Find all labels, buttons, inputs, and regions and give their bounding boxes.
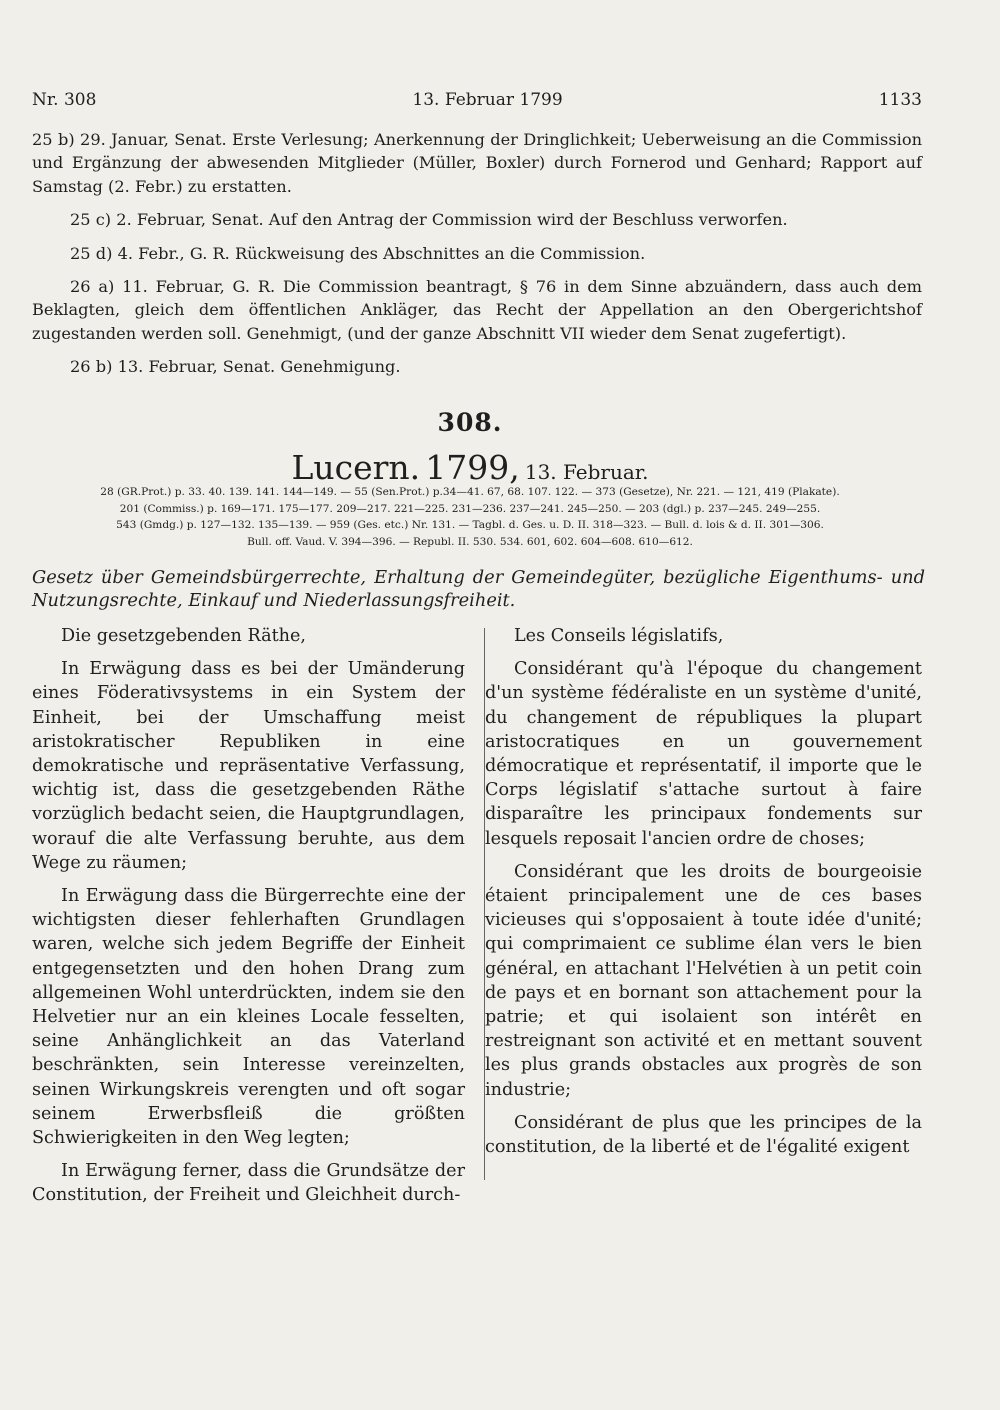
document-place-date xyxy=(0,448,940,487)
source-line: 543 (Gmdg.) p. 127—132. 135—139. — 959 (Ges. etc.) Nr. 131. — Tagbl. d. Ges. u. D. II. 318—323. — Bull. d. lois & d. II. 301—306. xyxy=(116,519,824,531)
document-year: 1799, xyxy=(425,448,520,487)
legislative-history xyxy=(32,128,922,389)
document-number-header: Nr. 308 xyxy=(32,90,97,110)
history-entry: 25 d) 4. Febr., G. R. Rückweisung des Abschnittes an die Commission. xyxy=(70,243,646,263)
french-column xyxy=(485,624,922,1168)
history-entry: 26 a) 11. Februar, G. R. Die Commission beantragt, § 76 in dem Sinne abzuändern, dass auch dem Beklagten, gleich dem öffentlichen Ankläger, das Recht der Appellation an den Obergerichtshof zugestanden werden soll. Genehmigt, (und der ganze Abschnitt VII wieder dem Senat zugefertigt). xyxy=(32,277,922,343)
source-line: 28 (GR.Prot.) p. 33. 40. 139. 141. 144—149. — 55 (Sen.Prot.) p.34—41. 67, 68. 107. 122. — 373 (Gesetze), Nr. 221. — 121, 419 (Plakate). xyxy=(100,486,840,498)
law-title: Gesetz über Gemeindsbürgerrechte, Erhaltung der Gemeindegüter, bezügliche Eigenthums- und Nutzungsrechte, Einkauf und Niederlassungsfreiheit. xyxy=(32,567,925,611)
running-header xyxy=(32,90,922,110)
german-column xyxy=(32,624,465,1217)
page-number: 1133 xyxy=(878,90,922,110)
german-paragraph: In Erwägung ferner, dass die Grundsätze der Constitution, der Freiheit und Gleichheit durch- xyxy=(32,1161,465,1206)
document-heading-number: 308. xyxy=(437,408,503,437)
history-entry: 26 b) 13. Februar, Senat. Genehmigung. xyxy=(70,357,401,377)
document-date: 13. Februar. xyxy=(524,460,649,484)
french-paragraph: Considérant de plus que les principes de la constitution, de la liberté et de l'égalité exigent xyxy=(485,1112,922,1158)
header-date: 13. Februar 1799 xyxy=(412,90,563,110)
french-paragraph: Considérant qu'à l'époque du changement d'un système fédéraliste en un système d'unité, du changement de républiques la plupart aristocratiques en un gouvernement démocratique et représentatif, il importe que le Corps législatif s'attache surtout à faire disparaître les principaux fondements sur lesquels reposait l'ancien ordre de choses; xyxy=(485,659,922,849)
german-paragraph: In Erwägung dass die Bürgerrechte eine der wichtigsten dieser fehlerhaften Grundlagen waren, welche sich jedem Begriffe der Einheit entgegensetzten und den hohen Drang zum allgemeinen Wohl unterdrückten, indem sie den Helvetier nur an ein kleines Locale fesselten, seine Anhänglichkeit an das Vaterland beschränkten, sein Interesse vereinzelten, seinen Wirkungskreis verengten und oft sogar seinem Erwerbsfleiß die größten Schwierigkeiten in den Weg legten; xyxy=(32,886,465,1149)
german-paragraph: In Erwägung dass es bei der Umänderung eines Föderativsystems in ein System der Einheit, bei der Umschaffung meist aristokratischer Republiken in eine demokratische und repräsentative Verfassung, wichtig ist, dass die gesetzgebenden Räthe vorzüglich bedacht seien, die Hauptgrundlagen, worauf die alte Verfassung beruhte, aus dem Wege zu räumen; xyxy=(32,659,465,873)
source-line: 201 (Commiss.) p. 169—171. 175—177. 209—217. 221—225. 231—236. 237—241. 245—250. — 203 (dgl.) p. 237—245. 249—255. xyxy=(119,502,821,515)
french-paragraph: Les Conseils législatifs, xyxy=(514,626,724,646)
source-line: Bull. off. Vaud. V. 394—396. — Republ. II. 530. 534. 601, 602. 604—608. 610—612. xyxy=(247,535,693,548)
history-entry: 25 b) 29. Januar, Senat. Erste Verlesung; Anerkennung der Dringlichkeit; Ueberweisung an die Commission und Ergänzung der abwesenden Mitglieder (Müller, Boxler) durch Fornerod und Genhard; Rapport auf Samstag (2. Febr.) zu erstatten. xyxy=(32,130,922,196)
german-paragraph: Die gesetzgebenden Räthe, xyxy=(61,626,307,646)
document-place: Lucern. xyxy=(291,448,421,487)
french-paragraph: Considérant que les droits de bourgeoisie étaient principalement une de ces bases vicieuses qui s'opposaient à toute idée d'unité; qui comprimaient ce sublime élan vers le bien général, en attachant l'Helvétien à un petit coin de pays et en bornant son attachement pour la patrie; et qui isolaient son intérêt en restreignant son activité et en mettant souvent les plus grands obstacles aux progrès de son industrie; xyxy=(485,861,922,1100)
history-entry: 25 c) 2. Februar, Senat. Auf den Antrag der Commission wird der Beschluss verworfen. xyxy=(70,210,788,230)
source-references xyxy=(40,484,900,550)
